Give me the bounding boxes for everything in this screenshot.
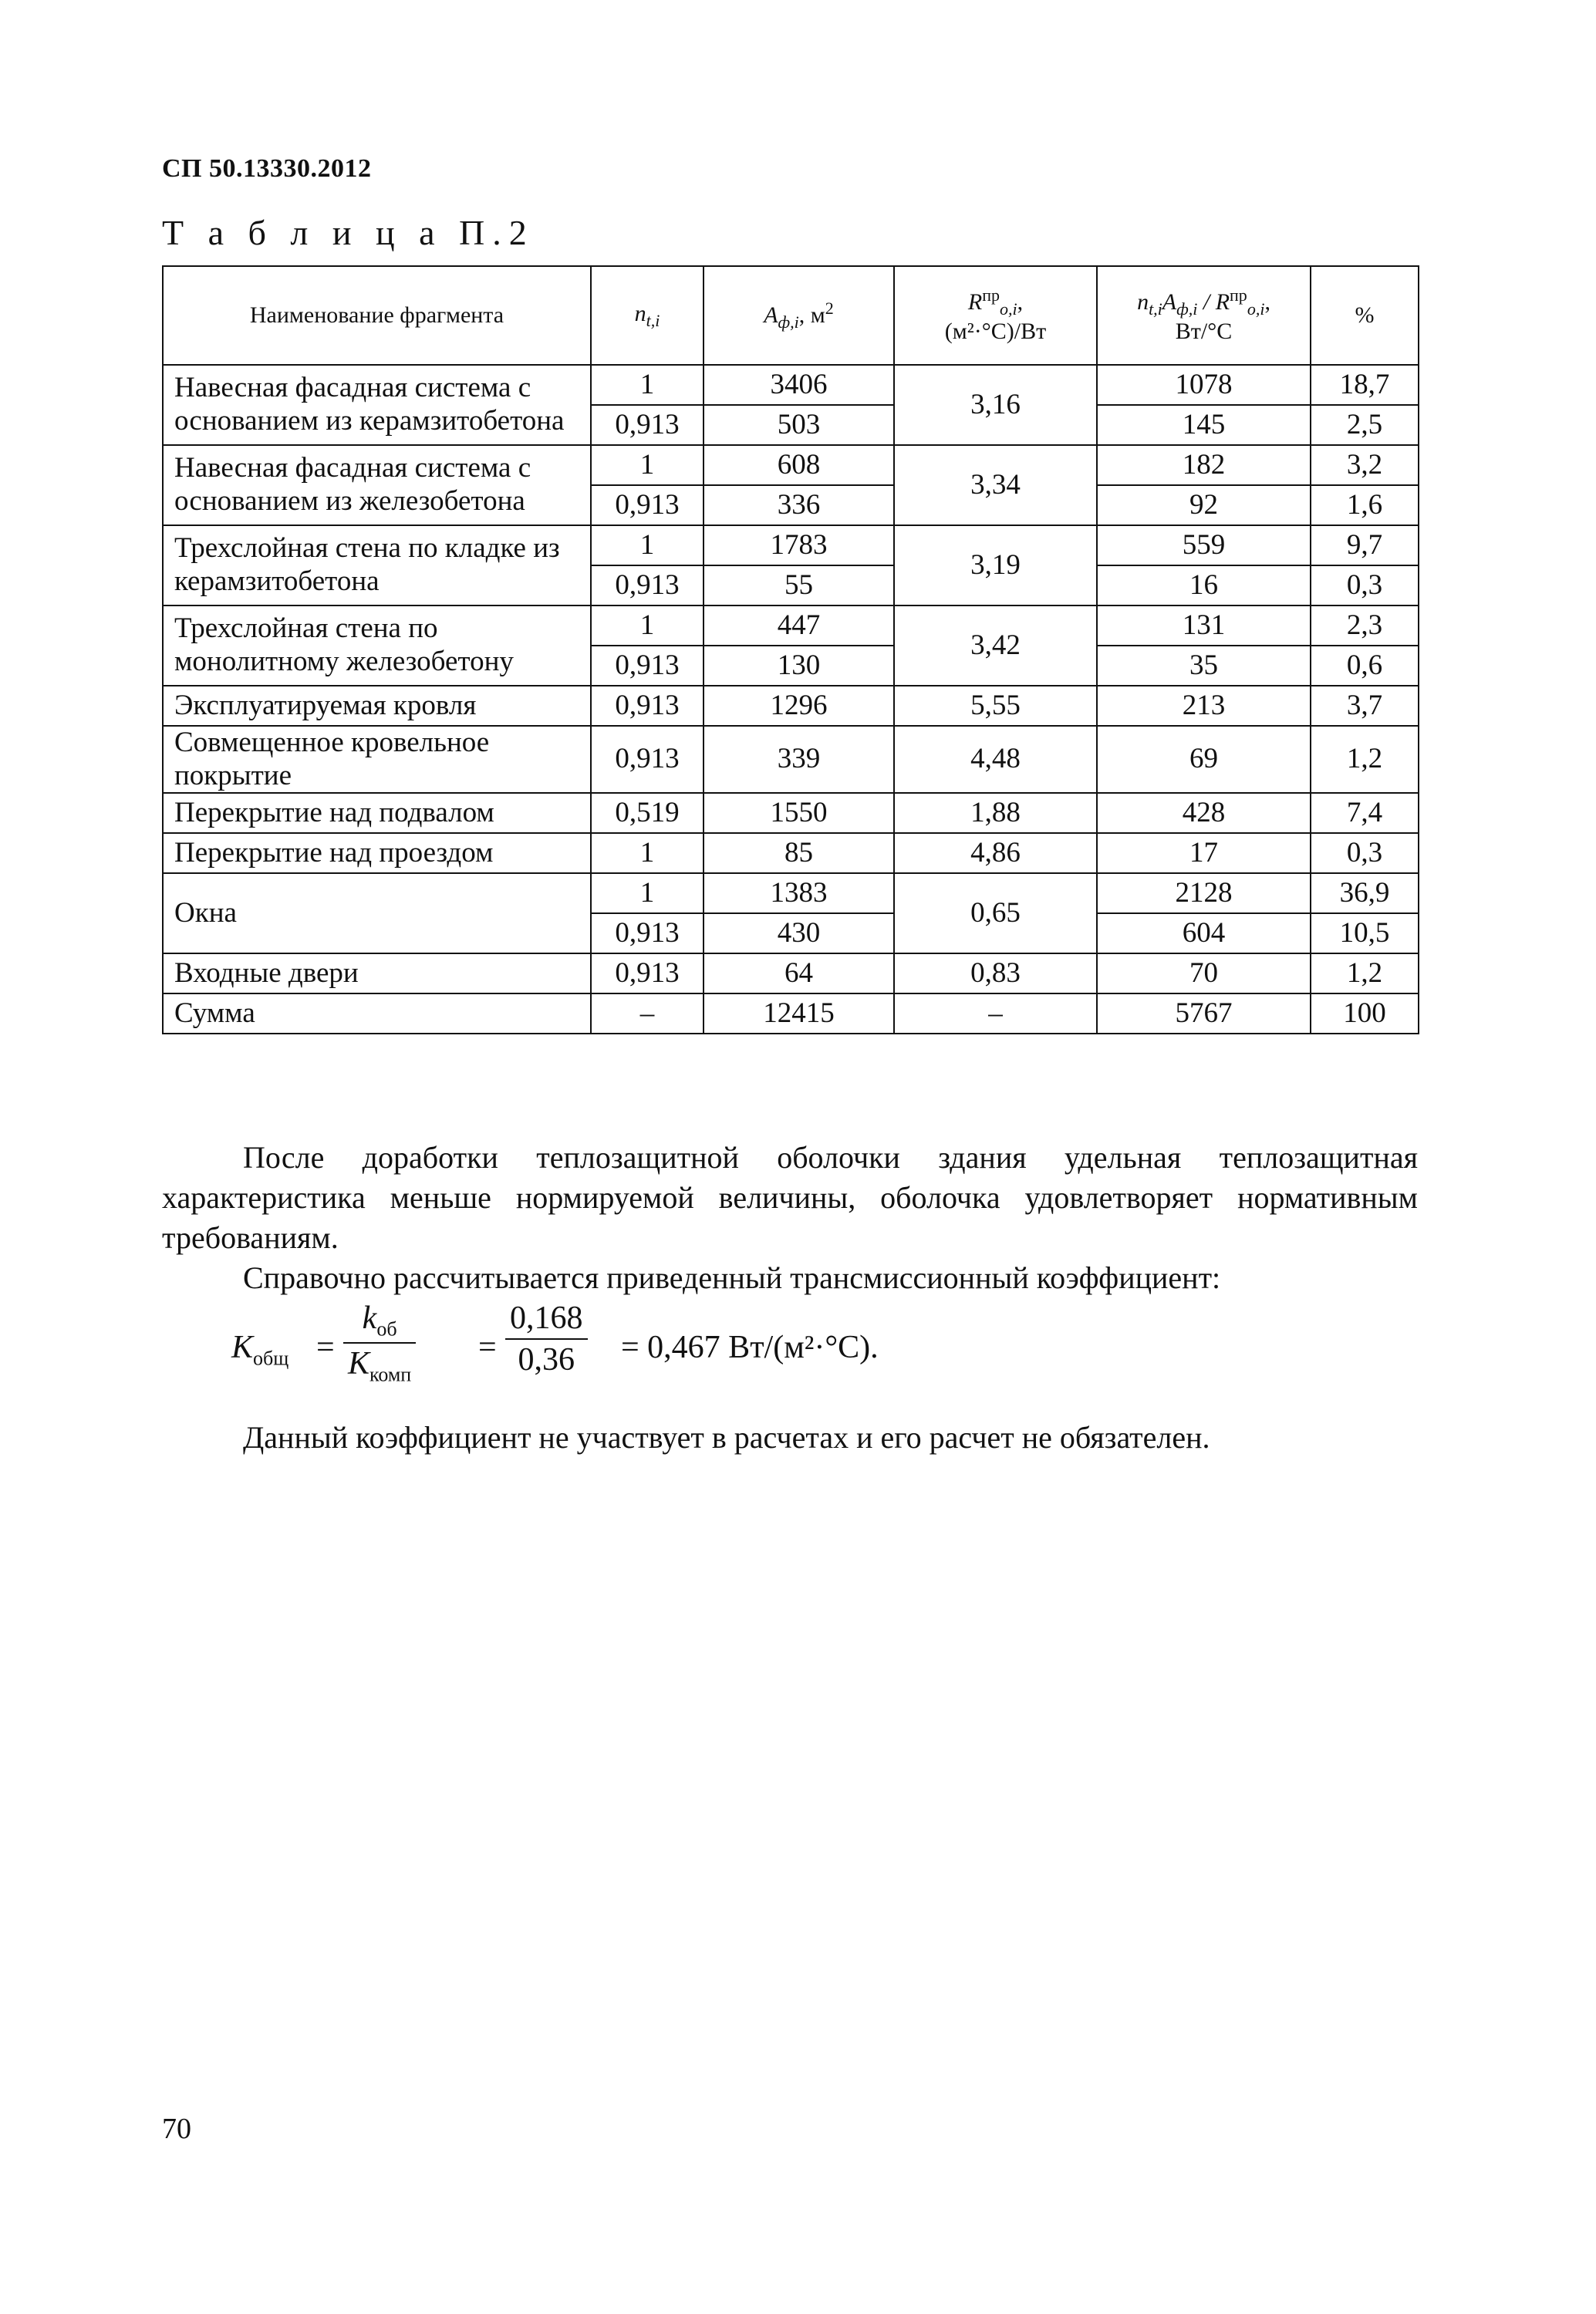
cell-heat-loss: 2128 bbox=[1097, 873, 1311, 913]
cell-percent: 0,6 bbox=[1311, 646, 1419, 686]
paragraph-note: Данный коэффициент не участвует в расчетах и его расчет не обязателен. bbox=[243, 1420, 1210, 1455]
formula-equals: = bbox=[316, 1330, 335, 1365]
cell-n: 0,913 bbox=[591, 646, 704, 686]
paragraph-reference: Справочно рассчитывается приведенный трансмиссионный коэффициент: bbox=[243, 1260, 1221, 1295]
cell-heat-loss: 145 bbox=[1097, 405, 1311, 445]
cell-n: 0,913 bbox=[591, 485, 704, 525]
header-resistance: $R^{пр}_{о,i}$, (м²·°С)/Вт bbox=[894, 266, 1097, 365]
table-row bbox=[163, 445, 1419, 485]
cell-n: 1 bbox=[591, 605, 704, 646]
cell-fragment-name: Совмещенное кровельное покрытие bbox=[163, 726, 591, 793]
header-percent: % bbox=[1311, 266, 1419, 365]
cell-area: 64 bbox=[704, 953, 894, 993]
cell-percent: 18,7 bbox=[1311, 365, 1419, 405]
cell-fragment-name: Навесная фасадная система с основанием из железобетона bbox=[163, 445, 591, 525]
cell-area: 336 bbox=[704, 485, 894, 525]
cell-area: 1783 bbox=[704, 525, 894, 565]
cell-heat-loss: 16 bbox=[1097, 565, 1311, 605]
cell-heat-loss: 428 bbox=[1097, 793, 1311, 833]
header-area: $A_{ф,i}$, $м^2$ bbox=[704, 266, 894, 365]
cell-area: 1550 bbox=[704, 793, 894, 833]
cell-fragment-name: Перекрытие над подвалом bbox=[163, 793, 591, 833]
cell-n: 0,913 bbox=[591, 953, 704, 993]
cell-resistance: 3,42 bbox=[894, 605, 1097, 686]
table-row bbox=[163, 726, 1419, 793]
cell-area: 85 bbox=[704, 833, 894, 873]
cell-heat-loss: 182 bbox=[1097, 445, 1311, 485]
cell-n: 1 bbox=[591, 873, 704, 913]
cell-resistance: 0,65 bbox=[894, 873, 1097, 953]
cell-n: 0,913 bbox=[591, 405, 704, 445]
table-row bbox=[163, 993, 1419, 1034]
page-number: 70 bbox=[162, 2113, 191, 2145]
cell-percent: 3,7 bbox=[1311, 686, 1419, 726]
cell-heat-loss: 1078 bbox=[1097, 365, 1311, 405]
cell-fragment-name: Сумма bbox=[163, 993, 591, 1034]
cell-heat-loss: 131 bbox=[1097, 605, 1311, 646]
cell-heat-loss: 17 bbox=[1097, 833, 1311, 873]
formula-result: = 0,467 Вт/(м²·°С). bbox=[621, 1330, 879, 1365]
data-table bbox=[162, 265, 1419, 1034]
cell-percent: 100 bbox=[1311, 993, 1419, 1034]
cell-heat-loss: 92 bbox=[1097, 485, 1311, 525]
formula-lhs: $K_{общ}$ bbox=[231, 1330, 289, 1370]
cell-n: 1 bbox=[591, 365, 704, 405]
cell-percent: 10,5 bbox=[1311, 913, 1419, 953]
cell-percent: 0,3 bbox=[1311, 565, 1419, 605]
document-code: СП 50.13330.2012 bbox=[162, 154, 372, 183]
table-caption: Т а б л и ц а П.2 bbox=[162, 213, 535, 252]
table-row bbox=[163, 525, 1419, 565]
header-fragment-name: Наименование фрагмента bbox=[163, 266, 591, 365]
cell-resistance: 3,34 bbox=[894, 445, 1097, 525]
cell-area: 1383 bbox=[704, 873, 894, 913]
cell-area: 130 bbox=[704, 646, 894, 686]
table-header-row bbox=[163, 266, 1419, 365]
cell-resistance: 4,48 bbox=[894, 726, 1097, 793]
cell-n: 1 bbox=[591, 525, 704, 565]
cell-percent: 7,4 bbox=[1311, 793, 1419, 833]
cell-resistance: 1,88 bbox=[894, 793, 1097, 833]
cell-percent: 1,6 bbox=[1311, 485, 1419, 525]
table-row bbox=[163, 833, 1419, 873]
table-row bbox=[163, 793, 1419, 833]
cell-heat-loss: 559 bbox=[1097, 525, 1311, 565]
cell-area: 12415 bbox=[704, 993, 894, 1034]
cell-area: 447 bbox=[704, 605, 894, 646]
table-row bbox=[163, 873, 1419, 913]
cell-area: 1296 bbox=[704, 686, 894, 726]
cell-fragment-name: Перекрытие над проездом bbox=[163, 833, 591, 873]
formula-fraction-symbolic: $k_{об}$ $K_{комп}$ bbox=[343, 1300, 416, 1387]
cell-percent: 1,2 bbox=[1311, 726, 1419, 793]
cell-percent: 3,2 bbox=[1311, 445, 1419, 485]
cell-heat-loss: 35 bbox=[1097, 646, 1311, 686]
cell-heat-loss: 213 bbox=[1097, 686, 1311, 726]
cell-resistance: 0,83 bbox=[894, 953, 1097, 993]
cell-n: 0,913 bbox=[591, 726, 704, 793]
cell-resistance: 3,16 bbox=[894, 365, 1097, 445]
cell-n: 1 bbox=[591, 445, 704, 485]
table-row bbox=[163, 686, 1419, 726]
cell-resistance: 4,86 bbox=[894, 833, 1097, 873]
cell-n: 0,913 bbox=[591, 686, 704, 726]
cell-heat-loss: 70 bbox=[1097, 953, 1311, 993]
cell-heat-loss: 604 bbox=[1097, 913, 1311, 953]
cell-fragment-name: Трехслойная стена по кладке из керамзитобетона bbox=[163, 525, 591, 605]
cell-n: 0,913 bbox=[591, 565, 704, 605]
cell-resistance: – bbox=[894, 993, 1097, 1034]
cell-percent: 2,3 bbox=[1311, 605, 1419, 646]
formula-equals-2: = bbox=[478, 1330, 497, 1365]
paragraph-conclusion: После доработки теплозащитной оболочки здания удельная теплозащитная характеристика меньше нормируемой величины, оболочка удовлетворяет нормативным требованиям. bbox=[162, 1140, 1418, 1255]
cell-area: 55 bbox=[704, 565, 894, 605]
cell-fragment-name: Окна bbox=[163, 873, 591, 953]
cell-percent: 0,3 bbox=[1311, 833, 1419, 873]
cell-n: – bbox=[591, 993, 704, 1034]
table-row bbox=[163, 605, 1419, 646]
table-row bbox=[163, 953, 1419, 993]
cell-fragment-name: Входные двери bbox=[163, 953, 591, 993]
header-heat-loss: $n_{t,i}A_{ф,i} / R^{пр}_{о,i}$, Вт/°С bbox=[1097, 266, 1311, 365]
cell-resistance: 5,55 bbox=[894, 686, 1097, 726]
cell-percent: 2,5 bbox=[1311, 405, 1419, 445]
cell-area: 430 bbox=[704, 913, 894, 953]
table-row bbox=[163, 365, 1419, 405]
cell-n: 0,913 bbox=[591, 913, 704, 953]
cell-area: 503 bbox=[704, 405, 894, 445]
cell-n: 1 bbox=[591, 833, 704, 873]
cell-area: 339 bbox=[704, 726, 894, 793]
cell-percent: 36,9 bbox=[1311, 873, 1419, 913]
header-n: $n_{t,i}$ bbox=[591, 266, 704, 365]
cell-area: 608 bbox=[704, 445, 894, 485]
cell-area: 3406 bbox=[704, 365, 894, 405]
cell-heat-loss: 5767 bbox=[1097, 993, 1311, 1034]
cell-fragment-name: Эксплуатируемая кровля bbox=[163, 686, 591, 726]
cell-fragment-name: Трехслойная стена по монолитному железобетону bbox=[163, 605, 591, 686]
cell-resistance: 3,19 bbox=[894, 525, 1097, 605]
formula-fraction-numeric: 0,168 0,36 bbox=[505, 1300, 588, 1378]
cell-percent: 9,7 bbox=[1311, 525, 1419, 565]
cell-fragment-name: Навесная фасадная система с основанием из керамзитобетона bbox=[163, 365, 591, 445]
cell-percent: 1,2 bbox=[1311, 953, 1419, 993]
cell-n: 0,519 bbox=[591, 793, 704, 833]
cell-heat-loss: 69 bbox=[1097, 726, 1311, 793]
